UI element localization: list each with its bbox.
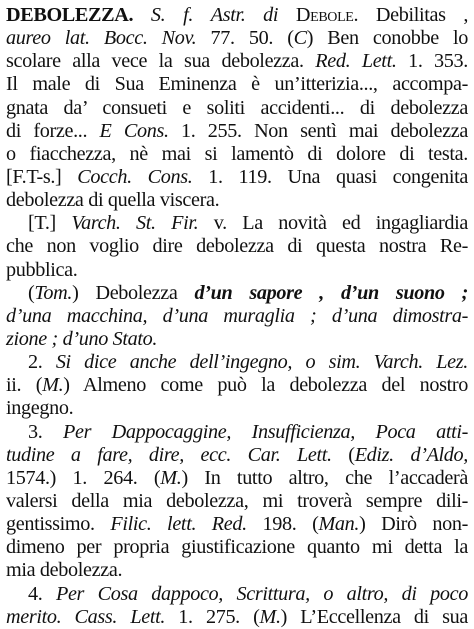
entry-line xyxy=(6,143,468,166)
entry-line xyxy=(6,4,468,27)
text-run: d’una macchina, d’una muraglia ; d’una dimostra- xyxy=(6,304,468,327)
text-run: Man. xyxy=(318,513,360,536)
dictionary-entry xyxy=(6,4,468,629)
entry-line xyxy=(6,328,468,351)
text-run: v. La novità ed ingagliardia xyxy=(198,212,468,235)
text-run: 198. ( xyxy=(246,513,319,536)
text-run: 1. 119. Una quasi congenita xyxy=(192,165,468,188)
text-run: gentissimo. xyxy=(6,513,111,536)
entry-line xyxy=(6,536,468,559)
text-run: Red. Lett. xyxy=(315,50,397,73)
text-run: Varch. St. Fir. xyxy=(71,212,199,235)
text-run: M. xyxy=(160,466,182,489)
entry-line xyxy=(6,606,468,629)
text-run: pubblica. xyxy=(6,258,78,281)
text-run: 1. 353. xyxy=(396,50,468,73)
entry-line xyxy=(6,166,468,189)
entry-line xyxy=(6,235,468,258)
text-run: 4. xyxy=(28,582,56,605)
text-run: 1. 275. ( xyxy=(165,605,260,628)
text-run: Debole xyxy=(295,4,354,26)
text-run: ) Ben conobbe lo xyxy=(306,27,468,50)
text-run: ) L’Eccellenza di sua xyxy=(280,605,469,628)
text-run: d’un sapore , d’un suono ; xyxy=(194,281,468,304)
entry-line xyxy=(6,27,468,50)
text-run: o fiacchezza, nè mai si lamentò di dolore di testa. xyxy=(6,142,468,165)
text-run: 3. xyxy=(28,420,64,443)
text-run: dimeno per propria giustificazione quanto mi detta la xyxy=(6,536,468,559)
text-run: [T.] xyxy=(28,212,72,235)
text-run: . Debilitas , xyxy=(353,4,469,26)
entry-line xyxy=(6,50,468,73)
text-run: gnata da’ consueti e soliti accidenti... di debolezza xyxy=(6,96,468,119)
entry-line xyxy=(6,444,468,467)
text-run: mia debolezza. xyxy=(6,559,123,582)
text-run: Cocch. Cons. xyxy=(77,165,193,188)
entry-line xyxy=(6,120,468,143)
text-run: di forze... xyxy=(6,119,100,142)
entry-line xyxy=(6,583,468,606)
text-run: Per Cosa dappoco, Scrittura, o altro, di poco xyxy=(55,582,468,605)
entry-line xyxy=(6,397,468,420)
text-run: S. f. xyxy=(150,4,194,26)
headword: DEBOLEZZA. xyxy=(6,4,134,26)
entry-line xyxy=(6,374,468,397)
text-run: ) Dirò non- xyxy=(359,513,468,536)
text-run: Si dice anche dell’ingegno, o sim. Varch. Lez. xyxy=(55,351,468,374)
entry-line xyxy=(6,351,468,374)
text-run: debolezza di quella viscera. xyxy=(6,189,220,212)
text-run: Filic. lett. Red. xyxy=(110,513,247,536)
text-run: [F.T-s.] xyxy=(6,165,78,188)
text-run: 77. 50. ( xyxy=(196,27,294,50)
entry-line xyxy=(6,559,468,582)
entry-line xyxy=(6,467,468,490)
text-run: E Cons. xyxy=(99,119,169,142)
entry-line xyxy=(6,305,468,328)
text-run: valersi della mia debolezza, mi troverà sempre dili- xyxy=(6,489,468,512)
text-run: merito. Cass. Lett. xyxy=(6,605,166,628)
text-run: M. xyxy=(42,374,64,397)
entry-line xyxy=(6,259,468,282)
text-run: M. xyxy=(259,605,281,628)
text-run xyxy=(193,4,211,26)
text-run: ) Almeno come può la debolezza del nostro xyxy=(63,374,468,397)
text-run: scolare alla vece la sua debolezza. xyxy=(6,50,316,73)
text-run: tudine a fare, dire, ecc. Car. Lett. xyxy=(6,443,332,466)
text-run: Ediz. d’Aldo, xyxy=(354,443,468,466)
entry-line xyxy=(6,73,468,96)
text-run: Tom. xyxy=(34,281,73,304)
text-run: Per Dappocaggine, Insufficienza, Poca atti- xyxy=(63,420,469,443)
entry-line xyxy=(6,282,468,305)
entry-line xyxy=(6,212,468,235)
text-run: 1574.) 1. 264. ( xyxy=(6,466,161,489)
text-run: ingegno. xyxy=(6,397,74,420)
text-run: che non voglio dire debolezza di questa nostra Re- xyxy=(6,235,468,258)
text-run: ) Debolezza xyxy=(72,281,195,304)
text-run: ) In tutto altro, che l’accaderà xyxy=(181,466,468,489)
text-run: ii. ( xyxy=(6,374,43,397)
entry-line xyxy=(6,189,468,212)
text-run: 1. 255. Non sentì mai debolezza xyxy=(168,119,468,142)
text-run: zione ; d’uno Stato. xyxy=(6,327,158,350)
entry-line xyxy=(6,421,468,444)
entry-line xyxy=(6,490,468,513)
text-run: ( xyxy=(28,281,35,304)
text-run xyxy=(278,4,296,26)
entry-line xyxy=(6,97,468,120)
text-run: 2. xyxy=(28,351,56,374)
text-run: ( xyxy=(331,443,355,466)
text-run: aureo lat. Bocc. Nov. xyxy=(6,27,197,50)
text-run xyxy=(133,4,151,26)
text-run: Astr. di xyxy=(210,4,279,26)
text-run: C xyxy=(293,27,307,50)
entry-line xyxy=(6,513,468,536)
text-run: Il male di Sua Eminenza è un’itterizia..., accompa- xyxy=(6,73,468,96)
